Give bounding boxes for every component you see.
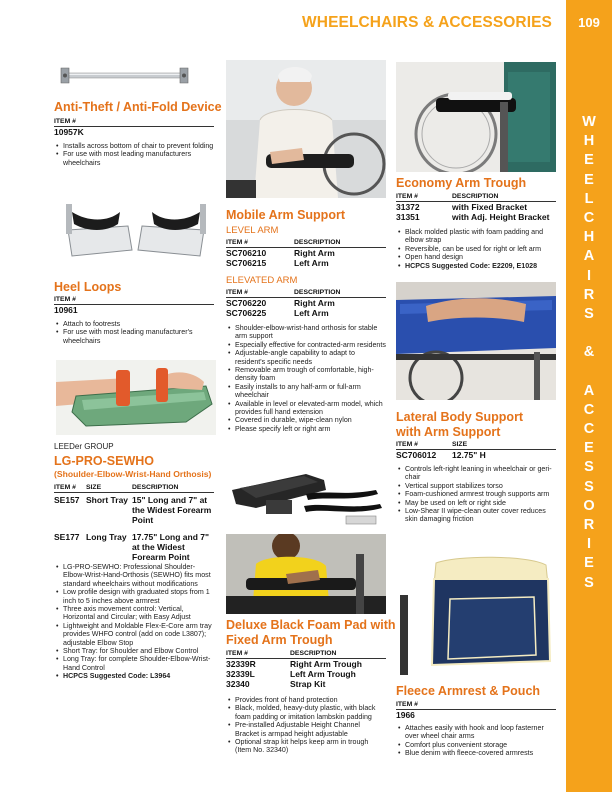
item-number: SE177 (54, 531, 80, 542)
bullet: • Installs across bottom of chair to prevent folding (56, 142, 216, 150)
bullet: • Low-Shear II wipe-clean outer cover reduces skin damaging friction (398, 507, 556, 524)
economy-title: Economy Arm Trough (396, 176, 527, 190)
side-tab-letter (566, 324, 612, 343)
mobile-arm-title: Mobile Arm Support (226, 208, 345, 222)
item-number: SC706210 (226, 248, 267, 258)
bullet: • Open hand design (398, 253, 556, 261)
deluxe-bullets (228, 696, 386, 755)
bullet: • Low profile design with graduated stops from 1 inch to 5 inches above armrest (56, 588, 216, 605)
bullet: • For use with most leading manufacturers wheelchairs (56, 150, 216, 167)
lateral-bullets (398, 465, 556, 524)
side-tab-letter: & (583, 344, 595, 361)
side-tab-letter: S (584, 459, 594, 476)
sewho-subtitle: (Shoulder-Elbow-Wrist-Hand Orthosis) (54, 469, 212, 479)
table-row (226, 659, 386, 670)
item-number: SC706012 (396, 450, 437, 460)
economy-item-table (396, 193, 556, 222)
bullet: • Lightweight and Moldable Flex-E-Core arm tray provides WHFO control (add on code L3807); adjustable Elbow Stop (56, 622, 216, 647)
column-header: DESCRIPTION (452, 193, 556, 202)
side-tab-letter: H (583, 229, 595, 246)
hcpcs-code: • HCPCS Suggested Code: L3964 (56, 672, 216, 680)
bullet: • Shoulder-elbow-wrist-hand orthosis for stable arm support (228, 324, 386, 341)
side-tab-letter: E (584, 152, 594, 169)
deluxe-trough-image (226, 460, 386, 530)
lateral-title-line2: with Arm Support (396, 425, 501, 439)
side-tab-letter: R (583, 516, 595, 533)
bullet: • Three axis movement control: Vertical, Horizontal and Circular; with Easy Adjust (56, 605, 216, 622)
column-header: SIZE (86, 484, 132, 493)
column-header: ITEM # (226, 289, 294, 298)
side-tab-letter: C (583, 209, 595, 226)
item-number: 32340 (226, 679, 250, 690)
item-size: Short Tray (86, 495, 129, 505)
side-tab-letters (566, 113, 612, 593)
mobile-arm-bullets (228, 324, 386, 433)
item-label: ITEM # (396, 701, 556, 710)
column-header: ITEM # (226, 650, 290, 659)
bullet: • LG-PRO-SEWHO: Professional Shoulder-Elbow-Wrist-Hand-Orthosis (SEWHO) fits most standard wheelchairs without modifications (56, 563, 216, 588)
side-tab-letter: S (584, 478, 594, 495)
bullet: • Vertical support stabilizes torso (398, 482, 556, 490)
item-description: Left Arm Trough (290, 669, 356, 680)
bullet: • Attaches easily with hook and loop fasterner over wheel chair arms (398, 724, 556, 741)
side-tab-letter: E (584, 555, 594, 572)
sewho-bullets (56, 563, 216, 681)
bullet: • Controls left-right leaning in wheelchair or geri-chair (398, 465, 556, 482)
side-tab-letter: O (583, 497, 595, 514)
item-description: with Adj. Height Bracket (452, 212, 550, 223)
bullet: • Especially effective for contracted-arm residents (228, 341, 386, 349)
page-header (0, 0, 566, 38)
anti-theft-device-image (57, 65, 192, 87)
table-row (226, 248, 386, 259)
lateral-support-image (396, 282, 556, 400)
item-label: ITEM # (54, 296, 214, 305)
item-description: Right Arm (294, 248, 335, 258)
section-title: WHEELCHAIRS & ACCESSORIES (302, 14, 552, 31)
item-description: Left Arm (294, 308, 329, 319)
table-row (396, 450, 556, 461)
bullet: • For use with most leading manufacturer's wheelchairs (56, 328, 216, 345)
table-row (396, 212, 556, 222)
heel-loops-item (54, 296, 214, 315)
side-tab-letter: R (583, 286, 595, 303)
column-header: DESCRIPTION (132, 484, 214, 493)
economy-bullets (398, 228, 556, 270)
fleece-title: Fleece Armrest & Pouch (396, 684, 541, 698)
table-row (54, 526, 214, 563)
item-number: 10961 (54, 305, 78, 315)
column-header: DESCRIPTION (290, 650, 386, 659)
bullet: • Reversible, can be used for right or left arm (398, 245, 556, 253)
lateral-title-line1: Lateral Body Support (396, 410, 524, 424)
bullet: • Available in level or elevated-arm model, which provides full hand extension (228, 400, 386, 417)
lateral-item-table (396, 441, 556, 460)
deluxe-title-line1: Deluxe Black Foam Pad with (226, 618, 396, 632)
side-tab-letter: S (584, 574, 594, 591)
fleece-pouch-image (398, 555, 556, 675)
item-number: 31351 (396, 212, 420, 223)
bullet: • Provides front of hand protection (228, 696, 386, 704)
side-tab-letter: I (586, 267, 592, 284)
fleece-item (396, 701, 556, 720)
item-number: 32339L (226, 669, 255, 680)
side-tab-letter: S (584, 305, 594, 322)
anti-theft-bullets (56, 142, 216, 167)
table-row (226, 679, 386, 689)
table-row (396, 202, 556, 213)
fleece-bullets (398, 724, 556, 758)
side-tab-letter: A (583, 382, 595, 399)
table-row (226, 669, 386, 679)
elevated-arm-table (226, 289, 386, 318)
side-tab-letter: A (583, 248, 595, 265)
item-number: 32339R (226, 659, 256, 669)
bullet: • Attach to footrests (56, 320, 216, 328)
bullet: • Short Tray: for Shoulder and Elbow Control (56, 647, 216, 655)
bullet: • Optional strap kit helps keep arm in trough (Item No. 32340) (228, 738, 386, 755)
column-header: DESCRIPTION (294, 289, 386, 298)
column-header: ITEM # (54, 484, 86, 493)
bullet: • Please specify left or right arm (228, 425, 386, 433)
bullet: • Foam-cushioned armrest trough supports arm (398, 490, 556, 498)
item-description: Right Arm (294, 298, 335, 308)
lateral-title (396, 410, 523, 440)
sewho-brand: LEEDer GROUP (54, 442, 114, 451)
level-arm-table (226, 239, 386, 268)
side-tab-letter: H (583, 133, 595, 150)
bullet: • Removable arm trough of comfortable, high-density foam (228, 366, 386, 383)
sewho-image (56, 360, 216, 435)
item-description: Right Arm Trough (290, 659, 362, 669)
item-number: SC706220 (226, 298, 267, 308)
heel-loops-title: Heel Loops (54, 280, 122, 294)
table-row (226, 298, 386, 309)
bullet: • Black, molded, heavy-duty plastic, with black foam padding or imitation lambskin padding (228, 704, 386, 721)
table-row (54, 493, 214, 526)
side-tab-letter: E (584, 171, 594, 188)
side-tab-letter: C (583, 401, 595, 418)
heel-loops-image (58, 190, 214, 268)
table-row (226, 308, 386, 318)
bullet: • Pre-installed Adjustable Height Channel Bracket is armpad height adjustable (228, 721, 386, 738)
item-description: with Fixed Bracket (452, 202, 528, 212)
page-number: 109 (578, 15, 600, 30)
level-arm-heading: LEVEL ARM (226, 225, 279, 236)
bullet: • Comfort plus convenient storage (398, 741, 556, 749)
column-header: ITEM # (396, 193, 452, 202)
item-description: Strap Kit (290, 679, 326, 690)
elevated-arm-heading: ELEVATED ARM (226, 275, 298, 286)
item-size: Long Tray (86, 531, 127, 542)
item-number: 10957K (54, 127, 84, 137)
economy-trough-image (396, 62, 556, 172)
item-description: Left Arm (294, 258, 329, 269)
side-tab-letter: C (583, 421, 595, 437)
deluxe-title (226, 618, 396, 648)
side-tab-letter: I (586, 536, 592, 553)
anti-theft-item (54, 118, 214, 137)
column-header: ITEM # (226, 239, 294, 248)
hcpcs-code: • HCPCS Suggested Code: E2209, E1028 (398, 262, 556, 270)
bullet: • Black molded plastic with foam padding and elbow strap (398, 228, 556, 245)
item-number: 1966 (396, 710, 415, 720)
item-number: SC706215 (226, 258, 267, 269)
bullet: • May be used on left or right side (398, 499, 556, 507)
column-header: SIZE (452, 441, 556, 450)
deluxe-item-table (226, 650, 386, 690)
item-number: SC706225 (226, 308, 267, 319)
deluxe-trough-photo (226, 534, 386, 614)
side-tab (566, 0, 612, 792)
column-header: DESCRIPTION (294, 239, 386, 248)
side-tab-letter: E (584, 440, 594, 457)
heel-loops-bullets (56, 320, 216, 345)
anti-theft-title: Anti-Theft / Anti-Fold Device (54, 100, 222, 114)
bullet: • Long Tray: for complete Shoulder-Elbow-Wrist-Hand Control (56, 655, 216, 672)
item-description: 17.75" Long and 7" at the Widest Forearm Point (132, 531, 210, 563)
side-tab-letter: L (584, 190, 594, 207)
sewho-title: LG-PRO-SEWHO (54, 454, 154, 468)
sewho-item-table (54, 484, 214, 562)
item-description: 15" Long and 7" at the Widest Forearm Point (132, 495, 212, 526)
bullet: • Covered in durable, wipe-clean nylon (228, 416, 386, 424)
table-row (226, 258, 386, 268)
item-number: 31372 (396, 202, 420, 212)
mobile-arm-support-image (226, 60, 386, 198)
side-tab-letter (566, 362, 612, 381)
item-label: ITEM # (54, 118, 214, 127)
column-header: ITEM # (396, 441, 452, 450)
bullet: • Blue denim with fleece-covered armrests (398, 749, 556, 757)
item-number: SE157 (54, 495, 80, 505)
bullet: • Adjustable-angle capability to adapt to resident's specific needs (228, 349, 386, 366)
item-size: 12.75" H (452, 450, 486, 460)
side-tab-letter: W (582, 114, 596, 130)
deluxe-title-line2: Fixed Arm Trough (226, 633, 333, 647)
bullet: • Easily installs to any half-arm or full-arm wheelchair (228, 383, 386, 400)
